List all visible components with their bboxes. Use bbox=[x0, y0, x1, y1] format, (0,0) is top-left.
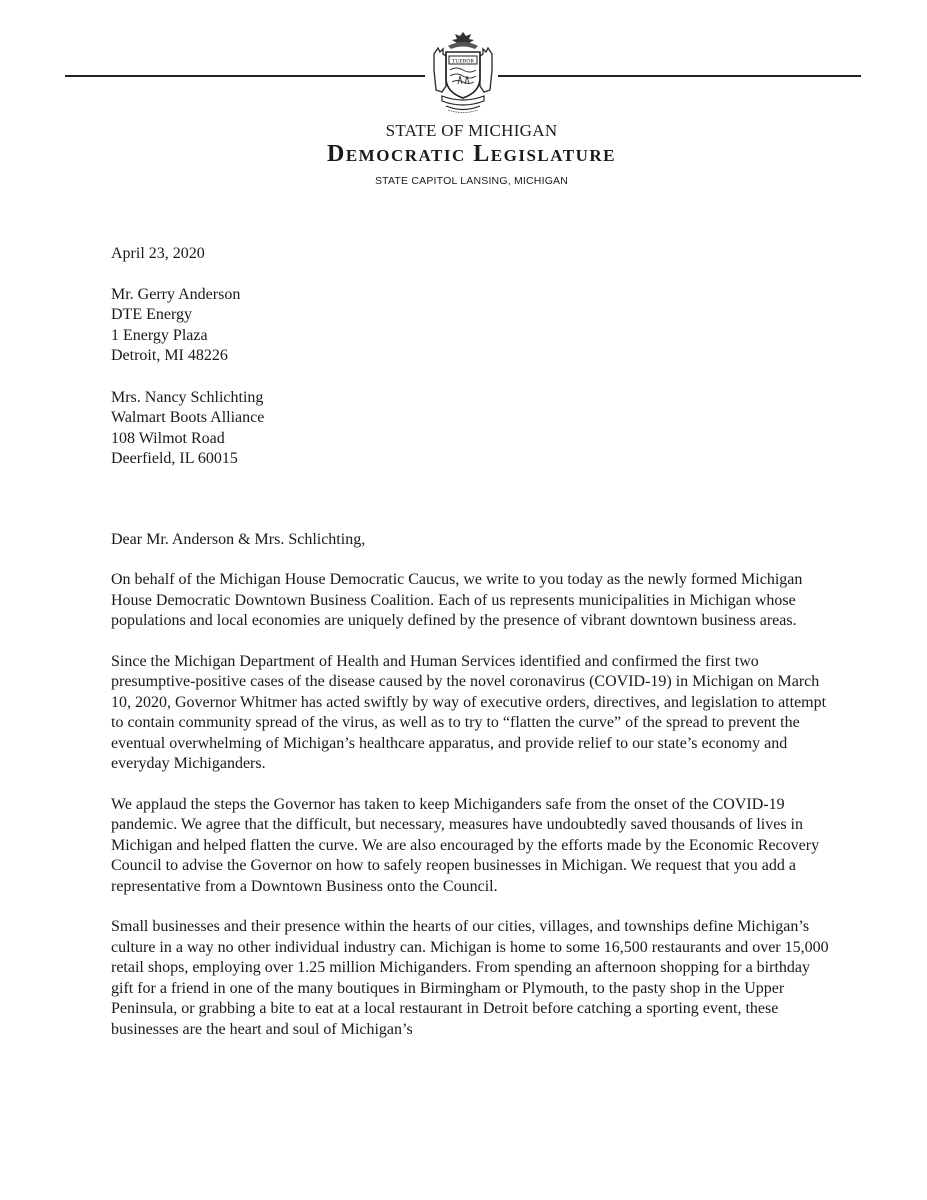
recipient-line: Detroit, MI 48226 bbox=[111, 347, 228, 364]
letter-date: April 23, 2020 bbox=[111, 245, 205, 262]
recipient-line: Mr. Gerry Anderson bbox=[111, 285, 241, 303]
recipient-address-1 bbox=[111, 285, 831, 367]
salutation: Dear Mr. Anderson & Mrs. Schlichting, bbox=[111, 530, 366, 548]
recipient-line: Mrs. Nancy Schlichting bbox=[111, 388, 264, 406]
recipient-line: Walmart Boots Alliance bbox=[111, 409, 265, 426]
paragraph: We applaud the steps the Governor has taken to keep Michiganders safe from the onset of the COVID-19 pandemic. We agree that the difficult, but necessary, measures have undoubtedly saved thousands of lives in Michigan and helped flatten the curve. We are also encouraged by the efforts made by the Economic Recovery Council to advise the Governor on how to safely reopen businesses in Michigan. We request that you add a representative from a Downtown Business onto the Council. bbox=[111, 795, 820, 895]
letterhead-state: STATE OF MICHIGAN bbox=[385, 121, 558, 140]
letterhead-rule-right bbox=[498, 75, 861, 77]
michigan-seal-icon bbox=[428, 30, 498, 114]
letterhead-legislature: Democratic Legislature bbox=[327, 141, 616, 167]
recipient-address-2 bbox=[111, 388, 831, 470]
letterhead-address: STATE CAPITOL LANSING, MICHIGAN bbox=[374, 175, 569, 187]
recipient-line: 108 Wilmot Road bbox=[111, 429, 225, 447]
paragraph: Small businesses and their presence within the hearts of our cities, villages, and townships define Michigan’s culture in a way no other individual industry can. Michigan is home to some 16,500 restaurants and over 15,000 retail shops, employing over 1.25 million Michiganders. From spending an afternoon shopping for a birthday gift for a friend in one of the many boutiques in Birmingham or Plymouth, to the pasty shop in the Upper Peninsula, or grabbing a bite to eat at a local restaurant in Detroit before catching a sporting event, these businesses are the heart and soul of Michigan’s bbox=[111, 918, 829, 1038]
recipient-line: DTE Energy bbox=[111, 306, 193, 323]
recipient-line: Deerfield, IL 60015 bbox=[111, 450, 238, 467]
paragraph: Since the Michigan Department of Health and Human Services identified and confirmed the first two presumptive-positive cases of the disease caused by the novel coronavirus (COVID-19) in Michigan on March 10, 2020, Governor Whitmer has acted swiftly by way of executive orders, directives, and legislation to attempt to contain community spread of the virus, as well as to try to “flatten the curve” of the spread to prevent the eventual overwhelming of Michigan’s healthcare apparatus, and provide relief to our state’s economy and everyday Michiganders. bbox=[111, 652, 827, 772]
svg-text:TUEBOR: TUEBOR bbox=[452, 58, 474, 65]
letter-body bbox=[111, 244, 831, 1060]
paragraph: On behalf of the Michigan House Democratic Caucus, we write to you today as the newly formed Michigan House Democratic Downtown Business Coalition. Each of us represents municipalities in Michigan whose populations and local economies are uniquely defined by the presence of vibrant downtown business areas. bbox=[111, 571, 803, 629]
letterhead-rule-left bbox=[65, 75, 425, 77]
recipient-line: 1 Energy Plaza bbox=[111, 326, 208, 344]
